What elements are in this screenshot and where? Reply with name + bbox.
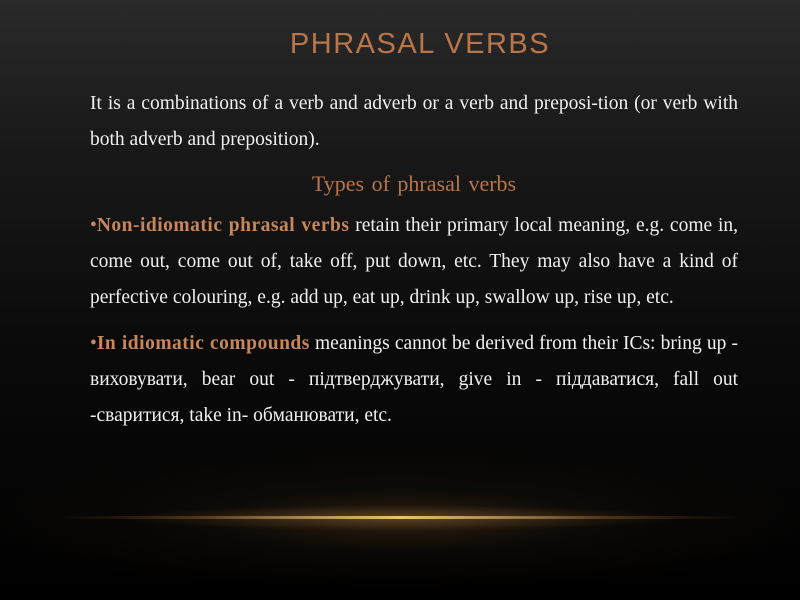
slide-body: [90, 86, 738, 444]
bullet-non-idiomatic: [90, 208, 738, 316]
bullet-idiomatic: [90, 326, 738, 434]
bullet-text: meanings cannot be derived from their ICs: bring up - виховувати, bear out - підтверджувати, give in - піддаватися, fall out -сваритися, take in- обманювати, etc.: [90, 333, 739, 426]
bullet-text: retain their primary local meaning, e.g. come in, come out, come out of, take off, put down, etc. They may also have a kind of perfective colouring, e.g. add up, eat up, drink up, swallow up, rise up, etc.: [90, 215, 738, 308]
intro-paragraph: It is a combinations of a verb and adverb or a verb and preposi-tion (or verb with both adverb and preposition).: [90, 93, 738, 150]
slide-title: PHRASAL VERBS: [289, 28, 551, 60]
bullet-term: Non-idiomatic phrasal verbs: [96, 215, 350, 236]
bullet-marker: •: [90, 333, 97, 354]
bullet-marker: •: [90, 215, 97, 236]
bullet-term: In idiomatic compounds: [96, 333, 310, 354]
section-subtitle: Types of phrasal verbs: [311, 171, 517, 196]
horizon-line: [60, 516, 740, 519]
